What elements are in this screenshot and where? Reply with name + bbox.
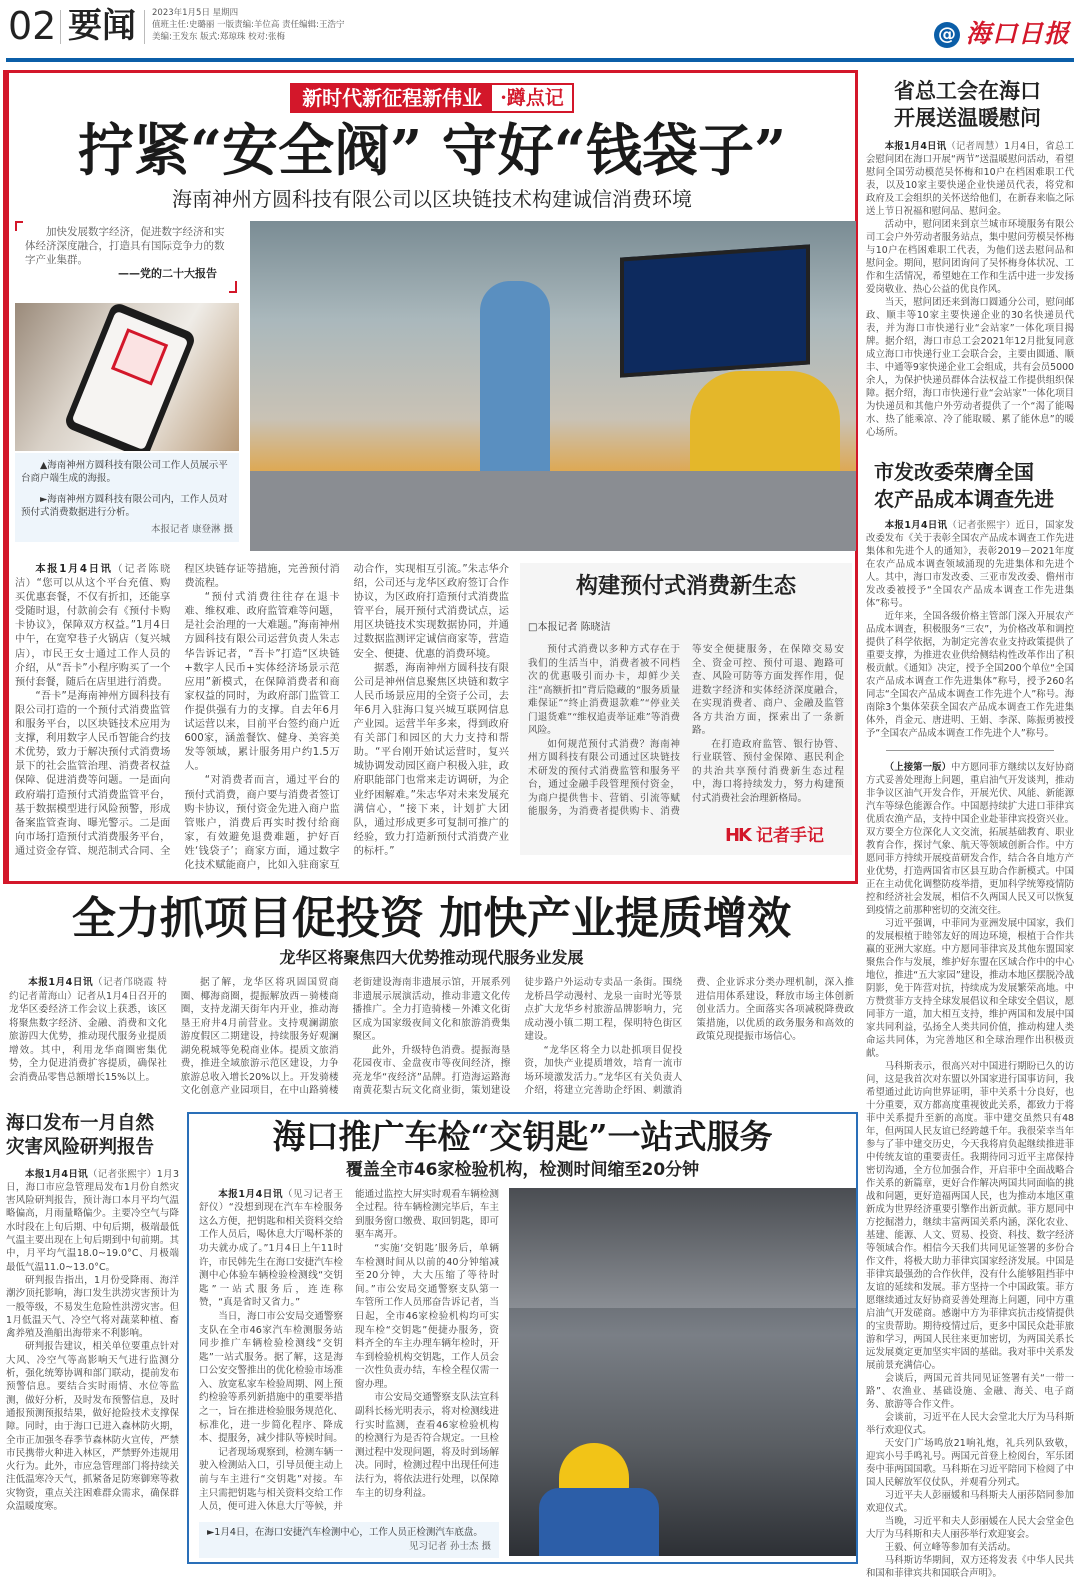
article-paragraphs [9, 976, 854, 1098]
caption-text: ►海南神州方圆科技有限公司内，工作人员对预付式消费数据进行分析。 [21, 494, 228, 518]
editors: 美编:王发东 版式:郑琼珠 校对:张梅 [152, 32, 285, 42]
paragraph: 市公安局交通警察支队法宣科副科长杨光明表示，将对检测线进行实时监测，查看46家检验机构的检测行为是否符合规定。一旦检测过程中发现问题，将及时到场解决。同时，检测过程中出现任何违法行为，将依法进行处理，以保障车主的切身利益。 [355, 1392, 499, 1499]
quote-bracket-close [229, 281, 237, 293]
article-union [866, 78, 1074, 439]
paragraph: “龙华区将全力以赴抓项目促投资，加快产业提质增效，培育一流市场环境激发活力。”龙华区有关负责人介绍，将建立完善助企纾困、刺激消费、企业诉求分类办理机制，深入推进信用体系建设，释放市场主体创新创业活力。全面落实各项减税降费政策措施，以优质的政务服务和高效的政策兑现提振市场信心。 [524, 977, 854, 1097]
paragraph: 马科斯表示，很高兴对中国进行期盼已久的访问，这是我首次对东盟以外国家进行国事访问，我希望通过此访向世界证明，菲中关系十分良好，也十分重要，双方都高度重视彼此关系，都致力于将菲中关系提升至新的高度。菲中建交虽然只有48年，但两国人民友谊已经跨越千年。我很荣幸当年参与了菲中建交历史，今天我将肩负起继续推进菲中传统友谊的重要责任。我期待同习近平主席保持密切沟通，全方位加强合作，开启菲中全面战略合作关系的新篇章，更好合作解决两国共同面临的挑战和问题，更好造福两国人民，也为推动本地区重新成为世界经济重要引擎作出新贡献。菲方愿同中方挖掘潜力，继续丰富两国关系内涵，深化农业、基建、能源、人文、贸易、投资、科技、数字经济等领域合作。相信今天我们共同见证签署的多份合作文件，将极大助力菲律宾国家经济发展。中国是菲律宾最强劲的合作伙伴，没有什么能够阻挡菲中友谊的延续和发展。菲方坚持一个中国政策。菲方愿继续通过友好协商妥善处理海上问题，同中方重启油气开发磋商。感谢中方为菲律宾抗击疫情提供的宝贵帮助。期待疫情过后，更多中国民众赴菲旅游和学习，两国人民往来更加密切，为两国关系长远发展奠定更加坚实牢固的基础。我对菲中关系发展前景充满信心。 [866, 1061, 1074, 1371]
bottom-row [3, 1112, 858, 1564]
article-title [6, 1112, 179, 1160]
issue-date: 2023年1月5日 星期四 [152, 8, 239, 18]
article-body [9, 976, 854, 1098]
paragraph: 在打造政府监管、银行协管、行业联管、预付金保障、惠民利企的共治共享预付消费新生态过程中，海口将持续发力，努力构建预付式消费社会治理新格局。 [692, 738, 844, 804]
article-title [866, 459, 1074, 513]
photo-caption [15, 453, 239, 542]
paragraph: “预付式消费往往存在退卡难、维权难、政府监管难等问题，是社会治理的一大难题。”海南神州方圆科技有限公司运营负责人朱志华告诉记者，“吾卡”打造“区块链+数字人民币+实体经济场景示范应用”新模式，在保障消费者和商家权益的同时，为政府部门监管工作提供强有力的支撑。自去年6月试运营以来，目前平台签约商户近600家，涵盖餐饮、健身、美容美发等领域，累计服务用户约1.5万人。 [184, 592, 340, 773]
title-line: 省总工会在海口 [894, 79, 1041, 103]
article-paragraphs [15, 563, 509, 873]
paragraph: 此外，升级特色消费。提振海垦花园夜市、金盘夜市等夜间经济，擦亮龙华“夜经济”品牌。打造海运路海南黄花梨古玩文化商业街，策划建设徒步路户外运动专卖品一条街。围绕龙桥昌学动漫村、龙泉一亩时光等景点扩大龙华乡村旅游品牌影响力，完成动漫小镇二期工程，保明特色街区建设。 [352, 977, 683, 1097]
article-title [866, 78, 1074, 132]
photo-credit: 见习记者 孙士杰 摄 [408, 1540, 491, 1552]
photo-credit: 本报记者 康登淋 摄 [150, 524, 233, 535]
notes-byline: □本报记者 陈晓洁 [528, 622, 611, 633]
byline: （记者周慧） [946, 141, 1005, 152]
editors: 值班主任:史璐丽 一版责编:羊位高 责任编辑:王浩宁 [152, 20, 345, 30]
lead-media-row [15, 221, 849, 551]
paragraph: 天安门广场鸣放21响礼炮，礼兵列队致敬，迎宾小号手鸣礼号。两国元首登上检阅台，军乐团奏中菲两国国歌。马科斯在习近平陪同下检阅了中国人民解放军仪仗队，并观看分列式。 [866, 1438, 1074, 1488]
paragraph: “吾卡”是海南神州方圆科技有限公司打造的一个预付式消费监管和服务平台，以区块链技术应用为支撑，利用数字人民币智能合约技术优势，致力于解决预付式消费场景下的社会监管治理、消费者权益保障、促进消费等问题。一是面向政府端打造预付式消费监管平台，基于数据模型进行风险预警，形成备案监管查询、曝光警示。二是面向市场打造预付式消费服务平台，通过资金存管、规范制式合同、全程区块链存证等措施，完善预付消费流程。 [15, 564, 340, 857]
paragraph [9, 976, 167, 1084]
series-tag: ·蹲点记 [500, 87, 564, 109]
paragraph [199, 1188, 343, 1310]
byline: （见习记者王舒仪） [199, 1188, 343, 1214]
paragraph: 记者现场观察到，检测车辆一驶入检测站入口，引导员便主动上前与车主进行“交钥匙”对接。车主只需把钥匙与相关资料交给工作人员，便可进入休息大厅等候，并能通过监控大屏实时观看车辆检测全过程。待车辆检测完毕后，车主到服务窗口缴费、取回钥匙，即可驱车离开。 [199, 1188, 499, 1513]
series-banner [290, 83, 574, 113]
headline: 全力抓项目促投资 加快产业提质增效 [71, 893, 792, 945]
hk-logo-icon: HK [724, 824, 750, 846]
paragraph: “对消费者而言，通过平台的预付式消费，商户要与消费者签订购卡协议，预付资金先进入商户监管账户，消费后再实时拨付给商家，有效避免退费难题，护好百姓‘钱袋子’；商家方面，通过数字化技术赋能商户，比如入驻商家互动合作，实现相互引流。”朱志华介绍，公司还与龙华区政府签订合作协议，为区政府打造预付式消费监管平台，展开预付式消费试点，运用区块链技术实现数据协同，并通过数据监测评定诚信商家等，营造安全、便捷、优惠的消费环境。 [184, 564, 509, 871]
byline: （记者张熙宇） [947, 520, 1016, 531]
divider [60, 10, 61, 44]
paragraph-text: 记者从1月4日召开的龙华区委经济工作会议上获悉，该区将聚焦数字经济、金融、消费和文化旅游四大优势，推动现代服务业提质增效。其中，利用龙华商圈密集优势，全力促进消费扩容提质，确保社会消费品零售总额增长15%以上。 [9, 990, 167, 1083]
phone-photo [15, 303, 239, 451]
divider [144, 10, 145, 44]
dateline: 本报1月4日讯 [35, 564, 113, 575]
paragraph: 会谈前，习近平在人民大会堂北大厅为马科斯举行欢迎仪式。 [866, 1412, 1074, 1436]
subheadline: 海南神州方圆科技有限公司以区块链技术构建诚信消费环境 [172, 187, 692, 211]
presenter-figure [480, 281, 550, 481]
investment-story [3, 884, 858, 1098]
desk [250, 471, 856, 551]
paragraph: 研判报告建议，相关单位要重点针对大风、冷空气等高影响天气进行监测分析，强化统筹协调和部门联动，提前发布预警信息。要结合实时雨情、水位等监测，做好分析，及时发布预警信息，及时通报预测预报结果，做好抢险技术支撑保障。同时，由于海口已进入森林防火期，全市正加强冬春季节森林防火宣传，严禁市民携带火种进入林区，严禁野外违规用火行为。此外，市应急管理部门将持续关注低温寒冷天气，抓紧备足防寒御寒等救灾物资，重点关注困难群众需求，确保群众温暖度寒。 [6, 1341, 179, 1512]
paragraph: 近年来，全国各级价格主管部门深入开展农产品成本调查，积极服务“三农”，为价格改革和调控提供了科学依据，为制定完善农业支持政策提供了重要支撑，为推进农业供给侧结构性改革作出了积极贡献。《通知》决定，授予全国200个单位“全国农产品成本调查工作先进集体”称号，授予260名同志“全国农产品成本调查工作先进个人”称号。海南除3个集体荣获全国农产品成本调查工作先进集体外，肖金元、唐进明、王娟、李深、陈振勇被授予“全国农产品成本调查工作先进个人”称号。 [866, 611, 1074, 739]
dateline: 本报1月4日讯 [884, 520, 948, 531]
paragraph [866, 519, 1074, 610]
paragraph: 马科斯访华期间，双方还将发表《中华人民共和国和菲律宾共和国联合声明》。 [866, 1555, 1074, 1579]
screen-image [620, 244, 810, 377]
notes-title: 构建预付式消费新生态 [575, 573, 796, 599]
pull-quote [15, 221, 239, 295]
paragraph [866, 140, 1074, 218]
page-number: 02 [8, 4, 57, 48]
title-line: 开展送温暖慰问 [894, 106, 1041, 130]
page-body [0, 66, 1080, 1588]
series-name: 新时代新征程新伟业 [292, 85, 492, 111]
reporter-notes-box [520, 563, 852, 855]
title-line: 农产品成本调查先进 [874, 487, 1054, 511]
paragraph: 研判报告指出，1月份受降雨、海洋潮汐顶托影响，海口发生洪涝灾害预计为一般等级，不易发生危险性洪涝灾害。但1月低温天气、冷空气将对蔬菜种植、畜禽养殖及渔船出海带来不利影响。 [6, 1274, 179, 1340]
subheadline: 龙华区将聚焦四大优势推动现代服务业发展 [279, 948, 584, 968]
dateline: （上接第一版） [884, 762, 952, 773]
paragraph-text: 中方愿同菲方继续以友好协商方式妥善处理海上问题，重启油气开发谈判，推动非争议区油气开发合作，开展光伏、风能、新能源汽车等绿色能源合作。中国愿持续扩大进口菲律宾优质农渔产品，支持中国企业赴菲律宾投资兴业。双方要全方位深化人文交流，拓展基础教育、职业教育合作，探讨气象、航天等领域创新合作。中方愿同菲方持续开展疫苗研发合作，结合各自地方产业优势，打造两国省市区县互助合作新模式。中国正在主动优化调整防疫举措，更加科学统筹疫情防控和经济社会发展，相信不久两国人民又可以恢复到疫情之前那种密切的交流交往。 [866, 762, 1074, 916]
paragraph: 习近平夫人彭丽媛和马科斯夫人丽莎陪同参加欢迎仪式。 [866, 1490, 1074, 1514]
paragraph-text: 1月3日，海口市应急管理局发布1月份自然灾害风险研判报告，预计海口本月平均气温略偏高，月雨量略偏少。主要冷空气与降水时段在上旬后期、中旬后期，极端最低气温主要出现在上旬后期到中旬前期。其中，月平均气温18.0~19.0°C、月极端最低气温11.0~13.0°C。 [6, 1168, 179, 1273]
article-body [866, 140, 1074, 439]
paragraph: 预付式消费以多种方式存在于我们的生活当中，消费者被不同档次的优惠吸引而办卡，却鲜少关注“高额折扣”背后隐藏的“服务质量难保证”“终止消费退款难”“停业关门退货难”“维权追责举证难”等消费风险。 [528, 644, 680, 736]
headline: 海口推广车检“交钥匙”一站式服务 [272, 1116, 773, 1156]
subheadline: 覆盖全市46家检验机构，检测时间缩至20分钟 [345, 1159, 700, 1180]
paragraph [15, 563, 170, 690]
title-line: 海口发布一月自然 [6, 1112, 155, 1134]
quote-source: ——党的二十大报告 [118, 267, 217, 280]
car-underside [509, 1188, 856, 1308]
dateline: 本报1月4日讯 [25, 1168, 88, 1180]
headline: 拧紧“安全阀” 守好“钱袋子” [77, 118, 787, 184]
paragraph-text: 1月4日，省总工会慰问团在海口开展“两节”送温暖慰问活动，看望慰问全国劳动模范吴怀梅和10户在档困难职工代表，以及10家主要快递企业快递员代表，将党和政府及工会组织的关怀送给他们，在新春来临之际送上节日祝福和慰问品、慰问金。 [866, 141, 1074, 217]
dateline: 本报1月4日讯 [218, 1188, 283, 1200]
car-content-row [189, 1188, 856, 1558]
notes-paragraphs [528, 643, 844, 819]
inspection-photo [509, 1188, 856, 1556]
paragraph: 会谈后，两国元首共同见证签署有关“一带一路”、农渔业、基础设施、金融、海关、电子商务、旅游等合作文件。 [866, 1373, 1074, 1410]
article-paragraphs [6, 1168, 179, 1514]
paragraph: 当日，海口市公安局交通警察支队在全市46家汽车检测服务站同步推广车辆检验检测线“交钥匙”一站式服务。据了解，这是海口公安交警推出的优化检验市场准入、放宽私家车检验周期、网上预约检验等系列新措施中的重要举措之一，旨在推进检验服务规范化、标准化，进一步简化程序、降成本、提服务，减少排队等候时间。 [199, 1310, 343, 1445]
worker-uniform [539, 1488, 659, 1556]
paragraph: 如何规范预付式消费？海南神州方圆科技有限公司通过区块链技术研发的预付式消费监管和服务平台，通过金融手段管理预付资金，为商户提供售卡、营销、引流等赋能服务，为消费者提供购卡、消费等安全便捷服务，在保障交易安全、资金可控、预付可退、跑路可查、风险可防等方面发挥作用，促进数字经济和实体经济深度融合，在实现消费者、商户、金融及监管各方共治方面，探索出了一条新路。 [528, 644, 844, 817]
article-paragraphs [866, 140, 1074, 439]
notes-tag-label: 记者手记 [756, 825, 824, 846]
paragraph [6, 1168, 179, 1274]
paragraph: 据了解，龙华区将巩固国贸商圈、椰海商圈，提振解放西－骑楼商圈，支持龙湖天街年内开业，推动海垦王府井4月前营业。支持观澜湖旅游度假区二期建设，持续服务好观澜湖免税城等免税商业体。提质文旅消费，推进全域旅游示范区建设，力争旅游总收入增长20%以上。开发骑楼文化创意产业园项目，在中山路骑楼老街建设海南非遗展示馆，开展系列非遗展示展演活动，推动非遗文化传播推广。全力打造骑楼－外滩文化街区成为国家级夜间文化和旅游消费集聚区。 [180, 977, 511, 1097]
main-column [3, 70, 858, 1564]
car-text-stack [199, 1188, 499, 1558]
quote-bracket-open [15, 221, 23, 231]
byline: （记者陈晓洁） [15, 564, 171, 590]
paragraph-text: 近日，国家发改委发布《关于表彰全国农产品成本调查工作先进集体和先进个人的通知》，表彰2019－2021年度在农产品成本调查领域涌现的先进集体和先进个人。其中，海口市发改委、三亚市发改委、儋州市发改委被授予“全国农产品成本调查工作先进集体”称号。 [866, 520, 1074, 609]
byline: （记者邝晓霞 特约记者莆海山） [9, 977, 167, 1002]
right-column [866, 70, 1074, 1580]
paragraph: 习近平强调，中菲同为亚洲发展中国家，我们的发展根植于睦邻友好的周边环境，根植于合作共赢的亚洲大家庭。中方愿同菲律宾及其他东盟国家聚焦合作与发展，维护好东盟在区域合作中的中心地位，推进“五大家园”建设，推动本地区摆脱冷战阴影，免于阵营对抗，持续成为发展繁荣高地。中方赞赏菲方支持全球发展倡议和全球安全倡议，愿同菲方一道，加大相互支持，维护两国和发展中国家共同利益，弘扬全人类共同价值，推动构建人类命运共同体，为完善地区和全球治理作出积极贡献。 [866, 918, 1074, 1059]
paragraph [866, 761, 1074, 917]
dateline: 本报1月4日讯 [884, 141, 947, 152]
header-rule [6, 58, 1074, 62]
quote-text: 加快发展数字经济，促进数字经济和实体经济深度融合，打造具有国际竞争力的数字产业集群。 [25, 226, 225, 266]
newspaper-logo: 海口日报 [966, 19, 1071, 48]
notes-body [528, 643, 844, 819]
masthead [0, 0, 1080, 66]
title-line: 灾害风险研判报告 [6, 1136, 155, 1158]
at-sign-icon: @ [934, 22, 960, 48]
office-photo [250, 221, 856, 551]
article-paragraphs [866, 761, 1074, 1580]
car-inspection-story [187, 1112, 858, 1564]
lead-story [3, 70, 858, 884]
article-body [199, 1188, 499, 1514]
lead-article-body [15, 563, 509, 873]
article-body [866, 519, 1074, 740]
edition-info [152, 7, 345, 43]
photo-caption [199, 1522, 499, 1558]
article-paragraphs [866, 519, 1074, 740]
paragraph: 王毅、何立峰等参加有关活动。 [884, 1542, 1017, 1553]
paragraph-text: “没想到现在汽车车检服务这么方便，把钥匙和相关资料交给工作人员后，喝休息大厅喝杯茶的功夫就办成了。”1月4日上午11时许，市民韩先生在海口安捷汽车检测中心体验车辆检验检测线“交钥匙”一站式服务后，连连称赞，“真是省时又省力。” [199, 1202, 343, 1309]
paragraph-text: “您可以从这个平台充值、购买优惠套餐，不仅有折扣，还能享受随时退，付款前会有《预付卡购卡协议》，保障双方权益。”1月4日中午，在宽窄巷子火锅店（复兴城店），市民王女士通过工作人员的介绍，从“吾卡”小程序购买了一个预付套餐，随后在店里进行消费。 [15, 578, 171, 688]
helmet [559, 1443, 629, 1493]
byline: （记者张熙宇） [87, 1168, 157, 1180]
article-body [6, 1168, 179, 1514]
caption-text: ►1月4日，在海口安捷汽车检测中心，工作人员正检测汽车底盘。 [207, 1526, 483, 1538]
paragraph: 当晚，习近平和夫人彭丽媛在人民大会堂金色大厅为马科斯和夫人丽莎举行欢迎宴会。 [866, 1516, 1074, 1540]
phone-image [63, 303, 197, 451]
lead-text-row [15, 563, 849, 873]
paragraph: 活动中，慰问团来到京兰城市环境服务有限公司工会户外劳动者服务站点，集中慰问劳模吴怀梅与10户在档困难职工代表，为他们送去慰问品和慰问金。期间，慰问团询问了吴怀梅身体状况、工作和生活情况，希望她在工作和生活中进一步发扬爱岗敬业、热心公益的优良作风。 [866, 219, 1074, 295]
paragraph: “实施‘交钥匙’服务后，单辆车检测时间从以前的40分钟缩减至20分钟，大大压缩了等待时间。”市公安局交通警察支队第一车管所工作人员邢奋告诉记者，当日起，全市46家检验机构均可实现车检“交钥匙”便捷办服务，资料齐全的车主办理车辆年检时，开车到检验机构交钥匙，工作人员会一次性负责办结，车检全程仅需一窗办理。 [355, 1242, 499, 1390]
paragraph: 当天，慰问团还来到海口圆通分公司，慰问邮政、顺丰等10家主要快递企业的30名快递员代表，并为海口市快递行业“会站家”一体化项目揭牌。据介绍，海口市总工会2021年12月批复同意成立海口市快递行业工会联合会，主要由圆通、顺丰、中通等9家快递企业工会组成，共有会员5000余人，为保护快递员群体合法权益工作提供组织保障。据介绍，海口市快递行业“会站家”一体化项目为快递员和其他户外劳动者提供了一个“渴了能喝水、热了能乘凉、冷了能取暖、累了能休息”的暖心场所。 [866, 297, 1074, 438]
disaster-report-article [3, 1112, 179, 1514]
divider [886, 750, 1054, 751]
article-paragraphs [199, 1188, 499, 1514]
section-title: 要闻 [68, 6, 136, 46]
paragraph: 据悉，海南神州方圆科技有限公司是神州信息聚焦区块链和数字人民币场景应用的全资子公司，去年6月入驻海口复兴城互联网信息产业园。运营半年多来，得到政府有关部门和园区的大力支持和帮助。“平台刚开始试运营时，复兴城协调发动园区商户积极入驻，政府职能部门也常来走访调研，为企业纾困解难。”朱志华对未来发展充满信心，“接下来，计划扩大团队，通过形成更多可复制可推广的经验，致力打造新预付式消费产业的标杆。” [353, 662, 509, 857]
dateline: 本报1月4日讯 [28, 977, 94, 989]
lead-left-stack [15, 221, 239, 542]
continued-article-body [866, 761, 1074, 1580]
notes-tag [528, 825, 844, 847]
caption-text: ▲海南神州方圆科技有限公司工作人员展示平台商户端生成的海报。 [21, 460, 228, 484]
article-ndrc [866, 459, 1074, 740]
title-line: 市发改委荣膺全国 [874, 460, 1034, 484]
